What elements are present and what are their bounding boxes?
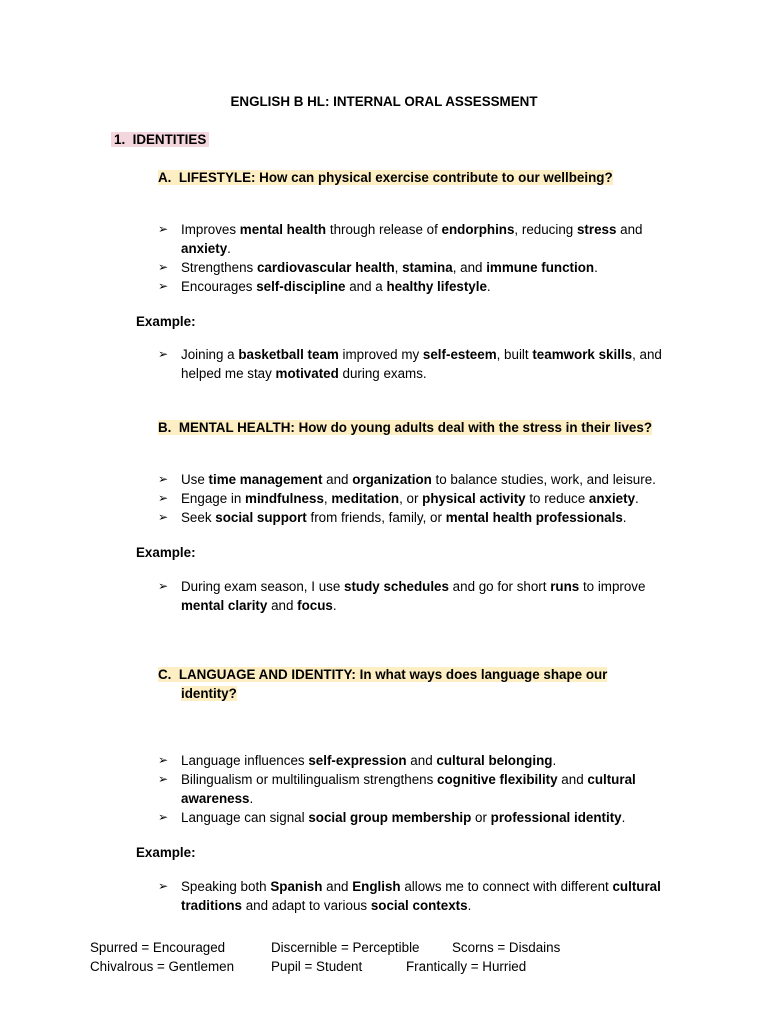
bold-term: professional identity [490, 810, 622, 825]
rich-text [181, 347, 662, 381]
text-run: , [394, 260, 403, 275]
bold-term: self-esteem [422, 347, 497, 362]
text-run: to balance studies, work, and leisure. [431, 472, 656, 487]
bold-term: social contexts [370, 898, 468, 913]
arrow-bullet-icon: ➢ [158, 472, 169, 486]
text-run: and adapt to various [242, 898, 371, 913]
list-item [158, 577, 678, 615]
text-run: and [322, 879, 353, 894]
section-heading [111, 130, 209, 149]
list-item [158, 489, 678, 508]
arrow-bullet-icon: ➢ [158, 879, 169, 893]
vocabulary-row [90, 938, 690, 957]
text-run: and [267, 598, 298, 613]
arrow-bullet-icon: ➢ [158, 279, 169, 293]
bold-term: study schedules [344, 579, 449, 594]
text-run: During exam season, I use [181, 579, 345, 594]
text-run: through release of [326, 222, 442, 237]
bold-term: social support [215, 510, 307, 525]
subsection-c-heading [158, 665, 678, 703]
document-title: ENGLISH B HL: INTERNAL ORAL ASSESSMENT [230, 94, 538, 109]
text-run: Speaking both [181, 879, 271, 894]
bold-term: mental health [239, 222, 327, 237]
rich-text [181, 579, 645, 613]
text-run: , and [452, 260, 487, 275]
arrow-bullet-icon: ➢ [158, 260, 169, 274]
text-run: . [227, 241, 231, 256]
bold-term: anxiety [181, 241, 228, 256]
list-item [158, 220, 678, 258]
bold-term: focus [297, 598, 333, 613]
example-a [158, 345, 678, 383]
rich-text [181, 810, 625, 825]
text-run: and [322, 472, 353, 487]
bold-term: stamina [402, 260, 453, 275]
text-run: . [249, 791, 254, 806]
list-item [158, 277, 678, 296]
bold-term: motivated [275, 366, 339, 381]
bold-term: English [352, 879, 401, 894]
subsection-b-heading [158, 418, 678, 437]
rich-text [181, 472, 656, 487]
text-run: , [323, 491, 332, 506]
bold-term: physical activity [422, 491, 526, 506]
text-run: improved my [338, 347, 423, 362]
bold-term: mental health professionals [445, 510, 623, 525]
text-run: Use [181, 472, 209, 487]
text-run: Language can signal [181, 810, 309, 825]
text-run: Encourages [181, 279, 257, 294]
bold-term: teamwork skills [532, 347, 633, 362]
bold-term: runs [550, 579, 580, 594]
list-item [158, 258, 678, 277]
subsection-b-bullets [158, 470, 678, 527]
subsection-c-bullets [158, 751, 678, 827]
bold-term: stress [576, 222, 617, 237]
bold-term: mindfulness [245, 491, 324, 506]
text-run: Seek [181, 510, 216, 525]
subsection-a-bullets [158, 220, 678, 296]
rich-text [181, 491, 639, 506]
question-c-line2: identity? [181, 686, 237, 701]
example-label-b: Example: [136, 545, 196, 560]
vocabulary-pair: Chivalrous = Gentlemen [90, 959, 235, 974]
text-run: from friends, family, or [306, 510, 446, 525]
text-run: and [557, 772, 588, 787]
text-run: , reducing [514, 222, 577, 237]
vocabulary-pair: Spurred = Encouraged [90, 940, 226, 955]
question-c: C. LANGUAGE AND IDENTITY: In what ways does language shape our [158, 667, 608, 682]
text-run: Bilingualism or multilingualism strengthens [181, 772, 438, 787]
text-run: Strengthens [181, 260, 257, 275]
bold-term: mental clarity [181, 598, 268, 613]
section-heading-text: 1. IDENTITIES [111, 132, 209, 147]
arrow-bullet-icon: ➢ [158, 510, 169, 524]
vocabulary-pair: Frantically = Hurried [406, 959, 527, 974]
bold-term: time management [208, 472, 323, 487]
example-label-c: Example: [136, 845, 196, 860]
list-item [158, 345, 678, 383]
text-run: Engage in [181, 491, 246, 506]
text-run: . [332, 598, 337, 613]
text-run: or [471, 810, 491, 825]
rich-text [181, 260, 598, 275]
vocabulary-pair: Discernible = Perceptible [271, 940, 420, 955]
list-item [158, 770, 678, 808]
subsection-a-heading [158, 168, 678, 187]
bold-term: endorphins [441, 222, 515, 237]
vocabulary-pair: Scorns = Disdains [452, 940, 561, 955]
question-a: A. LIFESTYLE: How can physical exercise contribute to our wellbeing? [158, 170, 613, 185]
bold-term: self-expression [308, 753, 407, 768]
text-run: and [616, 222, 643, 237]
text-run: Joining a [181, 347, 239, 362]
rich-text [181, 510, 627, 525]
rich-text [181, 753, 556, 768]
list-item [158, 470, 678, 489]
text-run: . [552, 753, 557, 768]
bold-term: social group membership [308, 810, 472, 825]
text-run: . [486, 279, 491, 294]
text-run: and [406, 753, 437, 768]
list-item [158, 808, 678, 827]
bold-term: anxiety [588, 491, 636, 506]
question-b: B. MENTAL HEALTH: How do young adults deal with the stress in their lives? [158, 420, 653, 435]
bold-term: cognitive flexibility [437, 772, 558, 787]
text-run: . [635, 491, 639, 506]
text-run: Language influences [181, 753, 309, 768]
list-item [158, 877, 678, 915]
text-run: , built [496, 347, 533, 362]
text-run: . [621, 810, 626, 825]
arrow-bullet-icon: ➢ [158, 222, 169, 236]
rich-text [181, 222, 642, 256]
arrow-bullet-icon: ➢ [158, 810, 169, 824]
text-run: to reduce [525, 491, 589, 506]
text-run: . [467, 898, 472, 913]
text-run: , and helped me stay [181, 347, 662, 381]
text-run: . [622, 510, 627, 525]
bold-term: cultural awareness [181, 772, 636, 806]
text-run: allows me to connect with different [400, 879, 613, 894]
bold-term: Spanish [270, 879, 323, 894]
vocabulary-list [90, 938, 690, 976]
bold-term: meditation [331, 491, 400, 506]
example-label-a: Example: [136, 314, 196, 329]
bold-term: immune function [486, 260, 595, 275]
arrow-bullet-icon: ➢ [158, 753, 169, 767]
text-run: Improves [181, 222, 240, 237]
text-run: and go for short [448, 579, 551, 594]
bold-term: cultural belonging [436, 753, 553, 768]
list-item [158, 751, 678, 770]
bold-term: healthy lifestyle [386, 279, 487, 294]
vocabulary-row [90, 957, 690, 976]
arrow-bullet-icon: ➢ [158, 491, 169, 505]
bold-term: cardiovascular health [256, 260, 395, 275]
bold-term: self-discipline [256, 279, 346, 294]
example-c [158, 877, 678, 915]
rich-text [181, 279, 491, 294]
text-run: . [594, 260, 598, 275]
text-run: during exams. [338, 366, 427, 381]
arrow-bullet-icon: ➢ [158, 347, 169, 361]
arrow-bullet-icon: ➢ [158, 579, 169, 593]
bold-term: basketball team [238, 347, 339, 362]
rich-text [181, 772, 636, 806]
arrow-bullet-icon: ➢ [158, 772, 169, 786]
list-item [158, 508, 678, 527]
bold-term: cultural traditions [181, 879, 661, 913]
rich-text [181, 879, 661, 913]
text-run: , or [399, 491, 423, 506]
example-b [158, 577, 678, 615]
text-run: and a [345, 279, 387, 294]
bold-term: organization [352, 472, 432, 487]
text-run: to improve [579, 579, 646, 594]
vocabulary-pair: Pupil = Student [271, 959, 363, 974]
